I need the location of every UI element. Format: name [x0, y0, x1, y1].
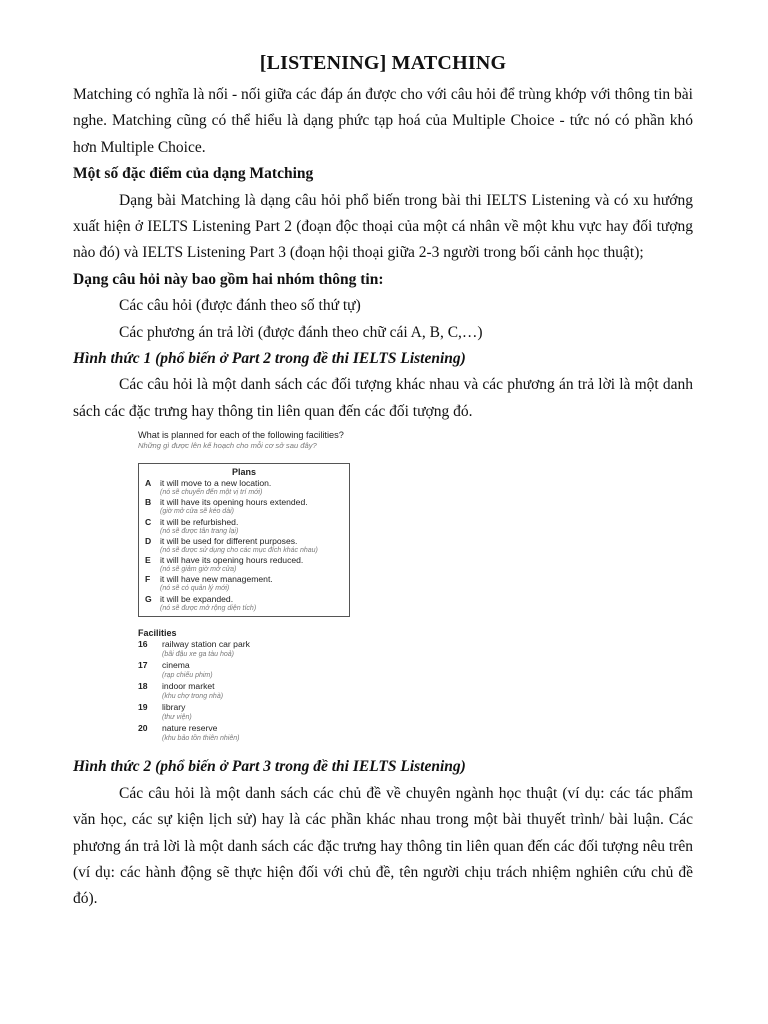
plan-option-letter: G — [145, 593, 152, 604]
plan-option — [145, 555, 343, 565]
facility-item — [138, 681, 368, 692]
plan-option-translation: (nó sẽ có quản lý mới) — [160, 585, 230, 593]
form2-body: Các câu hỏi là một danh sách các chủ đề về chuyên ngành học thuật (ví dụ: các tác phẩm văn học, các sự kiện lịch sử) hay là các phần khác nhau trong một bài thuyết trình/ bài luận. Các phương án trả lời là một danh sách các đặc trưng hay thông tin liên quan đến các đối tượng nêu trên (ví dụ: các hành động sẽ thực hiện đối với chủ đề, tên người chịu trách nhiệm nghiên cứu chủ đề đó). — [73, 784, 693, 908]
plan-option-translation: (nó sẽ giảm giờ mở cửa) — [160, 566, 237, 574]
facility-translation: (thư viện) — [162, 714, 192, 722]
plan-option-translation: (giờ mở cửa sẽ kéo dài) — [160, 508, 234, 516]
facility-text: cinema — [162, 660, 190, 671]
plans-title: Plans — [231, 467, 256, 478]
facility-number: 16 — [138, 639, 148, 650]
facility-translation: (khu bảo tồn thiên nhiên) — [162, 735, 240, 743]
facility-item — [138, 660, 368, 671]
form2-heading: Hình thức 2 (phổ biến ở Part 3 trong đề thi IELTS Listening) — [73, 758, 466, 776]
facility-text: library — [162, 702, 186, 713]
facility-item — [138, 723, 368, 734]
section2-heading: Dạng câu hỏi này bao gồm hai nhóm thông tin: — [73, 270, 384, 288]
form1-body: Các câu hỏi là một danh sách các đối tượng khác nhau và các phương án trả lời là một danh sách các đặc trưng hay thông tin liên quan đến các đối tượng đó. — [73, 376, 693, 420]
intro-paragraph: Matching có nghĩa là nối - nối giữa các đáp án được cho với câu hỏi để trùng khớp với thông tin bài nghe. Matching cũng có thể hiểu là dạng phức tạp hoá của Multiple Choice - tức nó có phần khó hơn Multiple Choice. — [73, 86, 693, 156]
plan-option — [145, 574, 343, 584]
plan-option-text: it will be used for different purposes. — [160, 535, 298, 546]
plan-option-text: it will have new management. — [160, 574, 273, 585]
facility-item — [138, 639, 368, 650]
plan-option — [145, 517, 343, 527]
plan-option-text: it will be expanded. — [160, 593, 234, 604]
facility-translation: (rạp chiếu phim) — [162, 672, 213, 680]
facility-number: 19 — [138, 702, 148, 713]
section2-item-options: Các phương án trả lời (được đánh theo chữ cái A, B, C,…) — [119, 323, 483, 341]
plan-option-text: it will move to a new location. — [160, 478, 272, 489]
document-content — [73, 50, 693, 913]
facility-text: railway station car park — [162, 639, 250, 650]
plan-option-letter: E — [145, 555, 151, 566]
page-title: [LISTENING] MATCHING — [259, 52, 507, 74]
facility-translation: (khu chợ trong nhà) — [162, 693, 224, 701]
facility-number: 17 — [138, 660, 148, 671]
figure-question-translation: Những gì được lên kế hoạch cho mỗi cơ sở sau đây? — [138, 441, 317, 451]
plan-option-letter: C — [145, 516, 152, 527]
plan-option — [145, 536, 343, 546]
plan-option-translation: (nó sẽ được tân trang lại) — [160, 527, 239, 535]
plan-option-translation: (nó sẽ được sử dụng cho các mục đích khác nhau) — [160, 546, 318, 554]
figure-question: What is planned for each of the following facilities? — [138, 430, 344, 441]
facility-item — [138, 702, 368, 713]
plan-option-letter: B — [145, 497, 152, 508]
section2-item-questions: Các câu hỏi (được đánh theo số thứ tự) — [119, 297, 361, 315]
form1-heading: Hình thức 1 (phổ biến ở Part 2 trong đề thi IELTS Listening) — [73, 350, 466, 368]
facilities-title: Facilities — [138, 628, 177, 639]
facility-translation: (bãi đậu xe ga tàu hoả) — [162, 651, 234, 659]
facility-text: nature reserve — [162, 723, 218, 734]
plan-option-translation: (nó sẽ chuyển đến một vị trí mới) — [160, 489, 263, 497]
facility-text: indoor market — [162, 681, 215, 692]
plan-option-letter: A — [145, 478, 152, 489]
plan-option-text: it will have its opening hours extended. — [160, 497, 308, 508]
section1-heading: Một số đặc điểm của dạng Matching — [73, 165, 314, 183]
plan-option-translation: (nó sẽ được mở rộng diện tích) — [160, 604, 257, 612]
plans-box — [138, 463, 350, 617]
plan-option — [145, 594, 343, 604]
plan-option — [145, 497, 343, 507]
section1-body: Dạng bài Matching là dạng câu hỏi phổ biến trong bài thi IELTS Listening và có xu hướng xuất hiện ở IELTS Listening Part 2 (đoạn độc thoại của một cá nhân về một khu vực hay đối tượng nào đó) và IELTS Listening Part 3 (đoạn hội thoại giữa 2-3 người trong bối cảnh học thuật); — [73, 191, 693, 262]
plan-option — [145, 478, 343, 488]
facility-number: 20 — [138, 723, 148, 734]
plan-option-text: it will have its opening hours reduced. — [160, 555, 304, 566]
matching-example-figure — [138, 430, 368, 744]
plan-option-letter: D — [145, 535, 152, 546]
plan-option-letter: F — [145, 574, 151, 585]
plan-option-text: it will be refurbished. — [160, 516, 239, 527]
facility-number: 18 — [138, 681, 148, 692]
